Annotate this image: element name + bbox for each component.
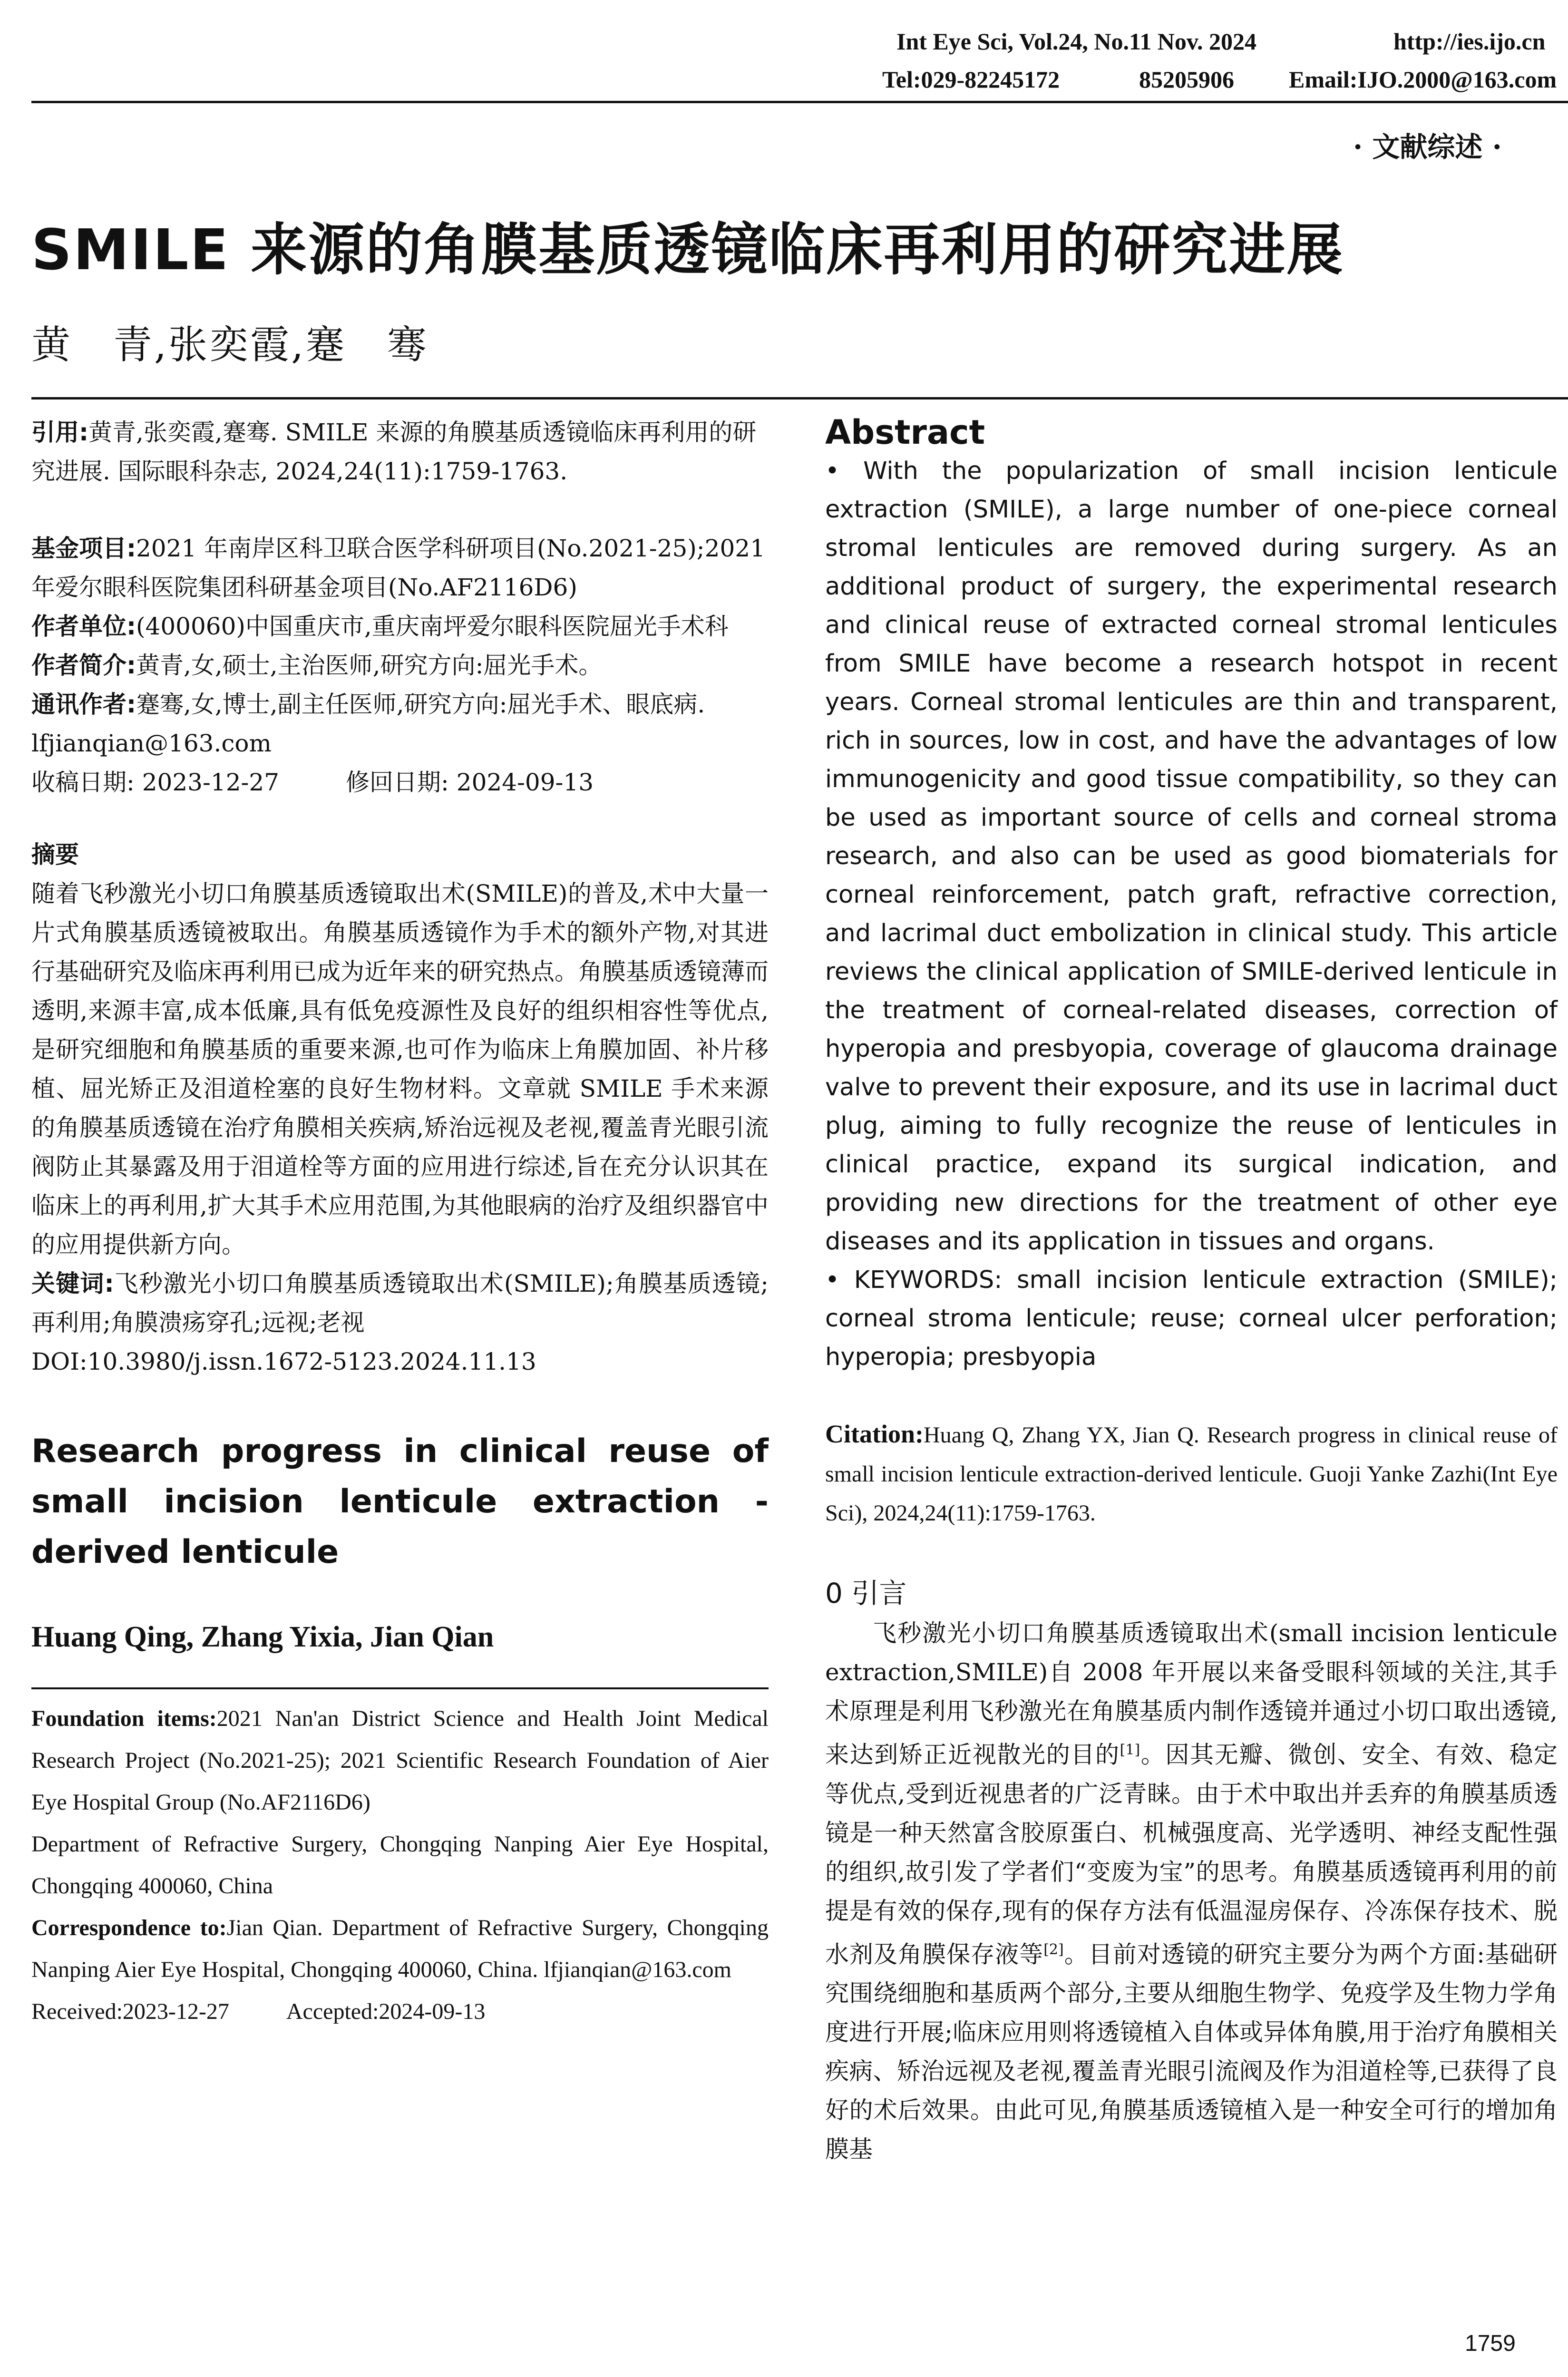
abstract-cn-heading [31, 835, 769, 874]
abstract-en-text: • With the popularization of small incision lenticule extraction (SMILE), a large number of one-piece corneal stromal lenticules are removed during surgery. As an additional product of surgery, the experimental research and clinical reuse of extracted corneal stromal lenticules from SMILE have become a research hotspot in recent years. Corneal stromal lenticules are thin and transparent, rich in sources, low in cost, and have the advantages of low immunogenicity and good tissue compatibility, so they can be used as important source of cells and corneal stroma research, and also can be used as good biomaterials for corneal reinforcement, patch graft, refractive correction, and lacrimal duct embolization in clinical study. This article reviews the clinical application of SMILE-derived lenticule in the treatment of corneal-related diseases, correction of hyperopia and presbyopia, coverage of glaucoma drainage valve to prevent their exposure, and its use in lacrimal duct plug, aiming to fully recognize the reuse of lenticules in clinical practice, expand its surgical indication, and providing new directions for the treatment of other eye diseases and its application in tissues and organs. [825, 457, 1558, 1256]
corr-text: 蹇骞,女,博士,副主任医师,研究方向:屈光手术、眼底病. lfjianqian@163.com [31, 691, 705, 757]
citation-en-block [825, 1414, 1558, 1533]
unit-text: (400060)中国重庆市,重庆南坪爱尔眼科医院屈光手术科 [136, 613, 729, 640]
correspondence-en-block [31, 1907, 769, 1991]
intro-paragraph [825, 1614, 1558, 2169]
unit-block [31, 607, 769, 646]
foundation-en-block [31, 1698, 769, 1823]
section-tag: · 文献综述 · [1353, 131, 1502, 163]
intro-p1: 飞秒激光小切口角膜基质透镜取出术(small incision lenticule extraction,SMILE)自 2008 年开展以来备受眼科领域的关注,其手术原理是利用飞秒激光在角膜基质内制作透镜并通过小切口取出透镜,来达到矫正近视散光的目的 [825, 1619, 1558, 1769]
received-en: Received:2023-12-27 [31, 1999, 229, 2024]
correspondence-en-text: Jian Qian. Department of Refractive Surgery, Chongqing Nanping Aier Eye Hospital, Chongqing 400060, China. lfjianqian@163.com [31, 1915, 769, 1982]
foundation-label: 基金项目: [31, 535, 136, 562]
intro-p2: 。因其无瓣、微创、安全、有效、稳定等优点,受到近视患者的广泛青睐。由于术中取出并丢弃的角膜基质透镜是一种天然富含胶原蛋白、机械强度高、光学透明、神经支配性强的组织,故引发了学者们“变废为宝”的思考。角膜基质透镜再利用的前提是有效的保存,现有的保存方法有低温湿房保存、冷冻保存技术、脱水剂及角膜保存液等 [825, 1741, 1558, 1968]
page-number: 1759 [1465, 2331, 1516, 2356]
corr-block [31, 685, 769, 763]
dates-block [31, 763, 769, 802]
intro-block [31, 646, 769, 685]
english-authors: Huang Qing, Zhang Yixia, Jian Qian [31, 1621, 494, 1653]
ref-1[interactable]: [1] [1120, 1742, 1140, 1758]
foundation-block [31, 529, 769, 607]
unit-label: 作者单位: [31, 613, 136, 640]
foundation-en-label: Foundation items: [31, 1706, 217, 1731]
journal-volume-info: Int Eye Sci, Vol.24, No.11 Nov. 2024 [896, 28, 1257, 55]
revised-date: 修回日期: 2024-09-13 [346, 769, 594, 796]
left-column [31, 413, 769, 2033]
article-title: SMILE 来源的角膜基质透镜临床再利用的研究进展 [31, 217, 1344, 283]
citation-block [31, 413, 769, 491]
keywords-cn-block [31, 1264, 769, 1342]
ref-2[interactable]: [2] [1043, 1941, 1064, 1958]
abstract-en-heading: Abstract [825, 413, 985, 452]
intro-text: 黄青,女,硕士,主治医师,研究方向:屈光手术。 [136, 652, 603, 679]
journal-header-line1 [896, 28, 1256, 55]
citation-text: 黄青,张奕霞,蹇骞. SMILE 来源的角膜基质透镜临床再利用的研究进展. 国际眼科杂志, 2024,24(11):1759-1763. [31, 419, 757, 485]
journal-tel2: 85205906 [1139, 66, 1234, 93]
accepted-en: Accepted:2024-09-13 [286, 1999, 486, 2024]
journal-tel: Tel:029-82245172 [882, 66, 1060, 93]
keywords-en: • KEYWORDS: small incision lenticule extraction (SMILE); corneal stroma lenticule; reuse; corneal ulcer perforation; hyperopia; presbyopia [825, 1266, 1558, 1371]
department-en: Department of Refractive Surgery, Chongqing Nanping Aier Eye Hospital, Chongqing 400060, China [31, 1831, 769, 1899]
right-column [825, 413, 1558, 2169]
header-rule [31, 101, 1568, 103]
intro-p3: 。目前对透镜的研究主要分为两个方面:基础研究围绕细胞和基质两个部分,主要从细胞生物学、免疫学及生物力学角度进行开展;临床应用则将透镜植入自体或异体角膜,用于治疗角膜相关疾病、矫治远视及老视,覆盖青光眼引流阀及作为泪道栓等,已获得了良好的术后效果。由此可见,角膜基质透镜植入是一种安全可行的增加角膜基 [825, 1940, 1558, 2163]
foundation-en-text: 2021 Nan'an District Science and Health Joint Medical Research Project (No.2021-25); 2021 Scientific Research Foundation of Aier Eye Hospital Group (No.AF2116D6) [31, 1706, 769, 1815]
intro-heading: 0 引言 [825, 1577, 907, 1609]
keywords-cn-text: 飞秒激光小切口角膜基质透镜取出术(SMILE);角膜基质透镜;再利用;角膜溃疡穿孔;远视;老视 [31, 1270, 769, 1336]
intro-label: 作者简介: [31, 652, 136, 679]
correspondence-en-label: Correspondence to: [31, 1915, 227, 1940]
keywords-cn-label: 关键词: [31, 1270, 114, 1297]
citation-en-text: Huang Q, Zhang YX, Jian Q. Research progress in clinical reuse of small incision lenticule extraction-derived lenticule. Guoji Yanke Zazhi(Int Eye Sci), 2024,24(11):1759-1763. [825, 1422, 1558, 1526]
title-rule [31, 397, 1568, 399]
doi[interactable]: DOI:10.3980/j.issn.1672-5123.2024.11.13 [31, 1348, 536, 1375]
citation-label: 引用: [31, 419, 88, 446]
foundation-text: 2021 年南岸区科卫联合医学科研项目(No.2021-25);2021 年爱尔眼科医院集团科研基金项目(No.AF2116D6) [31, 535, 765, 601]
journal-email: Email:IJO.2000@163.com [1289, 66, 1557, 93]
abstract-cn-heading-text: 摘要 [31, 841, 79, 868]
abstract-cn-text: 随着飞秒激光小切口角膜基质透镜取出术(SMILE)的普及,术中大量一片式角膜基质透镜被取出。角膜基质透镜作为手术的额外产物,对其进行基础研究及临床再利用已成为近年来的研究热点。角膜基质透镜薄而透明,来源丰富,成本低廉,具有低免疫源性及良好的组织相容性等优点,是研究细胞和角膜基质的重要来源,也可作为临床上角膜加固、补片移植、屈光矫正及泪道栓塞的良好生物材料。文章就 SMILE 手术来源的角膜基质透镜在治疗角膜相关疾病,矫治远视及老视,覆盖青光眼引流阀防止其暴露及用于泪道栓等方面的应用进行综述,旨在充分认识其在临床上的再利用,扩大其手术应用范围,为其他眼病的治疗及组织器官中的应用提供新方向。 [31, 880, 769, 1258]
journal-url[interactable]: http://ies.ijo.cn [1393, 28, 1546, 55]
received-date: 收稿日期: 2023-12-27 [31, 769, 280, 796]
english-title: Research progress in clinical reuse of small incision lenticule extraction - derived lenticule [31, 1432, 769, 1571]
dates-en-block [31, 1991, 769, 2033]
corr-label: 通讯作者: [31, 691, 136, 718]
citation-en-label: Citation: [825, 1420, 924, 1448]
author-list: 黄 青,张奕霞,蹇 骞 [31, 322, 429, 368]
